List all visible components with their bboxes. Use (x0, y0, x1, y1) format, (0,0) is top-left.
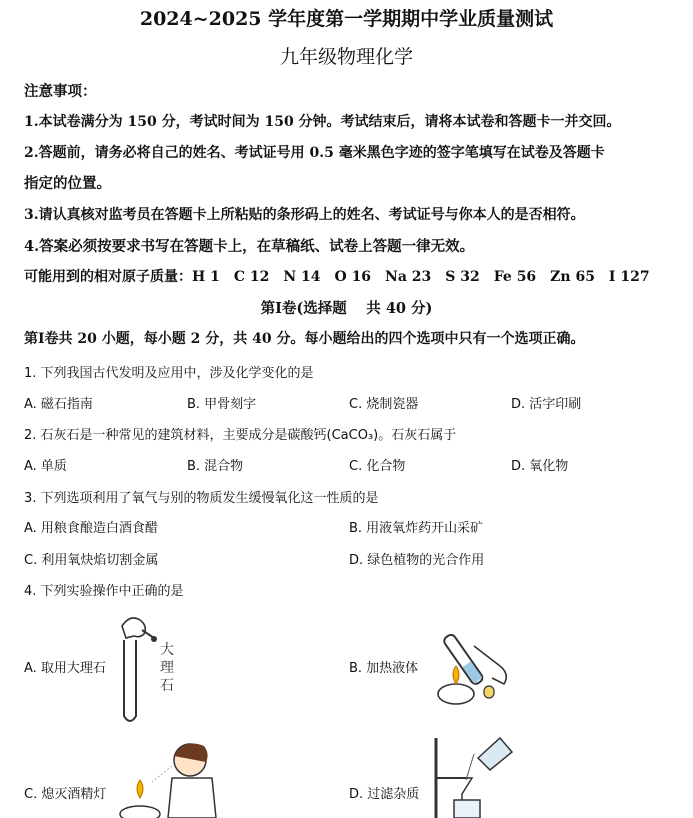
q3-option-c[interactable]: C. 利用氧炔焰切割金属 (24, 553, 159, 568)
label-li: 理 (160, 660, 174, 676)
q4-option-d[interactable]: D. 过滤杂质 (349, 787, 420, 802)
heating-liquid-illustration (430, 622, 520, 712)
q1-option-b[interactable]: B. 甲骨刻字 (187, 397, 257, 412)
girl-body-icon (168, 778, 216, 818)
label-da: 大 (160, 642, 174, 658)
q3-option-b[interactable]: B. 用液氧炸药开山采矿 (349, 521, 484, 536)
section-intro: 第Ⅰ卷共 20 小题，每小题 2 分，共 40 分。每小题给出的四个选项中只有一个选项正确。 (24, 331, 585, 347)
q4-stem: 4. 下列实验操作中正确的是 (24, 584, 184, 599)
beaker-pouring-icon (478, 738, 512, 770)
marble-testtube-illustration (112, 608, 192, 728)
section-heading: 第Ⅰ卷(选择题 共 40 分) (260, 300, 433, 317)
q2-option-b[interactable]: B. 混合物 (187, 459, 244, 474)
q2-stem: 2. 石灰石是一种常见的建筑材料，主要成分是碳酸钙(CaCO₃)。石灰石属于 (24, 428, 457, 443)
note-1: 1.本试卷满分为 150 分，考试时间为 150 分钟。考试结束后，请将本试卷和答题卡一并交回。 (24, 114, 621, 130)
marble-icon (151, 636, 157, 642)
q1-stem: 1. 下列我国古代发明及应用中，涉及化学变化的是 (24, 366, 314, 381)
q2-option-c[interactable]: C. 化合物 (349, 459, 406, 474)
exam-subject: 九年级物理化学 (279, 46, 413, 68)
note-4: 4.答案必须按要求书写在答题卡上，在草稿纸、试卷上答题一律无效。 (24, 238, 475, 255)
q4-option-a[interactable]: A. 取用大理石 (24, 661, 106, 676)
flame-icon (453, 666, 459, 684)
flame-icon (137, 780, 143, 798)
atomic-mass-line: 可能用到的相对原子质量：H 1 C 12 N 14 O 16 Na 23 S 32 Fe 56 Zn 65 I 127 (24, 269, 650, 285)
q1-option-d[interactable]: D. 活字印刷 (511, 397, 582, 412)
q2-option-a[interactable]: A. 单质 (24, 459, 67, 474)
q3-option-a[interactable]: A. 用粮食酿造白酒食醋 (24, 521, 158, 536)
exam-title: 2024~2025 学年度第一学期期中学业质量测试 (139, 8, 554, 30)
beaker-icon (454, 800, 480, 818)
q4-option-c[interactable]: C. 熄灭酒精灯 (24, 787, 107, 802)
alcohol-lamp-icon (438, 684, 474, 704)
alcohol-lamp-icon (120, 806, 160, 818)
note-2-cont: 指定的位置。 (24, 175, 111, 192)
lamp-cap-icon (484, 686, 494, 698)
glass-rod-icon (466, 754, 474, 780)
note-3: 3.请认真核对监考员在答题卡上所粘贴的条形码上的姓名、考试证号与你本人的是否相符。 (24, 207, 585, 223)
q4-option-b[interactable]: B. 加热液体 (349, 661, 419, 676)
hand-icon (122, 618, 145, 638)
notes-heading: 注意事项： (24, 83, 97, 100)
test-tube-icon (124, 640, 136, 721)
q1-option-a[interactable]: A. 磁石指南 (24, 397, 93, 412)
note-2: 2.答题前，请务必将自己的姓名、考试证号用 0.5 毫米黑色字迹的签字笔填写在试卷及答题卡 (24, 145, 605, 161)
blow-lines-icon (152, 766, 172, 782)
q1-option-c[interactable]: C. 烧制瓷器 (349, 397, 419, 412)
q3-stem: 3. 下列选项利用了氧气与别的物质发生缓慢氧化这一性质的是 (24, 491, 379, 506)
label-shi: 石 (160, 678, 174, 694)
q3-option-d[interactable]: D. 绿色植物的光合作用 (349, 553, 485, 568)
q2-option-d[interactable]: D. 氧化物 (511, 459, 569, 474)
filtration-illustration (428, 734, 518, 818)
blow-out-lamp-illustration (112, 738, 222, 818)
